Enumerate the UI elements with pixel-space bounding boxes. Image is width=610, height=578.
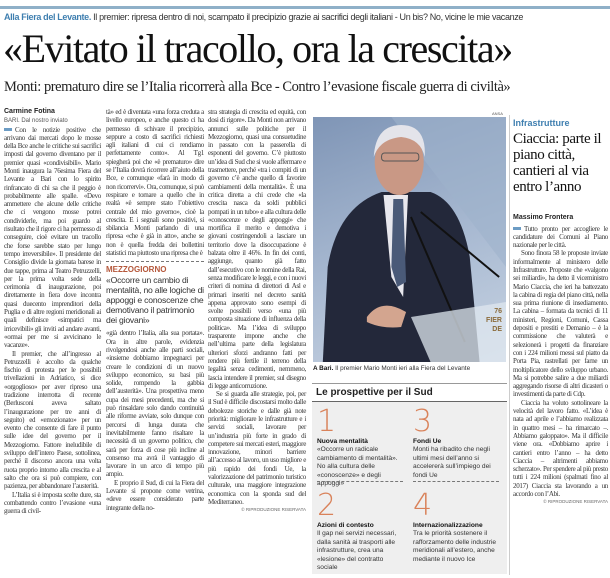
paragraph: stra strategia di crescita ed equità, con dosi di rigore». Da Monti non arrivano annunci sulle politiche per il Mezzogiorno, quasi una consuetudine in passato con la passerella di esponenti del governo. C’è piuttosto un’idea di Sud che si vuole affermare e trasmettere, perché «tra i compiti di un governo c’è anche quello di favorire cambiamenti della mentalità». È una critica diretta a chi crede che «la crescita nasca da soldi pubblici pompati in un tubo» e alla cultura delle «conoscenze e degli appoggi» che mortifica il merito e demotiva i giovani costringendoli a lasciare un territorio dove la disoccupazione è balzata oltre il 46%. In fin dei conti, aggiunge, quanto già fatto dall’esecutivo con le nomine della Rai, senza modificare le leggi, e con i nuovi criteri di nomina di direttori di Asl e primari inseriti nel decreto sanità appena approvato sono esempi di svolte possibili verso «una più composta situazione di influenza della politica». Ma l’idea di sviluppo trasparente impone anche che nell’ultima parte della legislatura ulteriori sforzi andranno fatti per rendere più fertile il terreno della legalità senza cedimenti, nemmeno, lascia intendere il premier, sul disegno di legge anticorruzione. (208, 108, 307, 390)
subtitle: Monti: prematuro dire se l’Italia ricorrerà alla Bce - Contro l’evasione fiscale guerra di civiltà» (4, 79, 511, 95)
item-text: «Occorre un radicale cambiamento di mentalità». No alla cultura delle «conoscenze» e degli appoggi» (317, 446, 398, 488)
item-title: Fondi Ue (413, 438, 442, 445)
item-number: 4 (413, 488, 433, 523)
item-number: 3 (413, 404, 433, 439)
podium-text (486, 307, 502, 334)
item-text: Il gap nei servizi necessari, dalla sanità ai trasporti alle infrastrutture, crea una «lesione» del contratto sociale (317, 530, 397, 572)
photo-caption (313, 365, 470, 372)
article-column-1 (4, 108, 101, 515)
item-number: 1 (317, 404, 337, 439)
side-copyright: © RIPRODUZIONE RISERVATA (543, 499, 608, 505)
kicker-label: Alla Fiera del Levante. (4, 12, 91, 22)
paragraph: E proprio il Sud, di cui la Fiera del Levante si propone come vetrina, «deve essere considerato parte integrante della no- (106, 478, 204, 512)
side-section-label: Infrastrutture (513, 118, 570, 128)
article-column-3 (208, 108, 306, 513)
paragraph: tà» ed è diventata «una forza creduta a livello europeo, e anche questo ci ha permesso di schivare il precipizio, seppure a costo di sacrifici richiesti agli italiani di cui ci rendiamo perfettamente conto». Al Tg1 spiegherà poi che «è prematuro» dire se l’Italia dovrà ricorrere all’aiuto della Bce, e comunque «farà in modo di non ricorrervi». Ora, comunque, si può respirare e tornare a quello che in realtà «è sempre stato l’obiettivo centrale del mio governo», cioè la crescita. E i segnali sono positivi, si sbilancia Monti parlando di una ripresa «che è già in atto», anche se non è quella fredda dei bollettini statistici ma piuttosto una ripresa che è (106, 108, 204, 258)
divider (413, 481, 499, 482)
copyright: © RIPRODUZIONE RISERVATA (241, 507, 306, 513)
lead-marker (513, 227, 521, 230)
speaker-illustration (313, 117, 506, 362)
paragraph: L’Italia si è imposta scelte dure, sta combattendo contro l’evasione «una guerra di civil- (4, 490, 101, 516)
kicker (4, 12, 608, 23)
caption-label: A Bari. (313, 365, 334, 372)
paragraph: «già dentro l’Italia, alla sua portata». Ora in altre parole, evidenzia rivolgendosi anche alle parti sociali, «insieme dobbiamo impegnarci per creare le condizioni di un nuovo sviluppo economico, su basi più solide, rompendo la gabbia dell’austerità». Una prospettiva meno cupa dei mesi precedenti, ma che si può rinsaldare solo dando continuità alle riforme avviate, solo dunque con percorsi di lunga durata che inevitabilmente fanno risaltare la necessità di un governo politico, che sarà per forza di cose più incline al consenso ma avrà il vantaggio di lavorare in un arco di tempo più ampio. (106, 329, 204, 479)
item-text: Tra le priorità sostenere il rafforzamento delle industrie meridionali all’estero, anche mediante il nuovo Ice (413, 530, 497, 563)
paragraph: Ciaccia ha voluto sottolineare la velocità del lavoro fatto. «L’idea è nata ad aprile e l’abbiamo realizzata in quattro mesi – ha rimarcato –. Abbiamo galoppato». Ma il difficile viene ora. «Dobbiamo aprire i cantieri entro l’anno – ha detto Ciaccia – altrimenti abbiamo scherzato». Per spendere al più presto tutti i 224 milioni (spalmati fino al 2017) Ciaccia sta lavorando a un accordo con l’Abi. (513, 398, 608, 498)
paragraph: Sono finora 58 le proposte inviate informalmente al ministero delle Infrastrutture. Proposte che «valgono sei miliardi», ha detto il viceministro Mario Ciaccia, che ieri ha battezzato la cabina di regia del piano città, nella sua prima riunione di insediamento. La cabina – formata da tecnici di 11 ministeri, Regioni, Comuni, Cassa depositi e prestiti e Demanio – è la commissione che valuterà e selezionerà i progetti da finanziare con i 224 milioni messi sul piatto da Porta Pia, rastrellati per farne un moltiplicatore dello sviluppo urbano. Ma si potrebbe salire a due miliardi aggregando risorse di altri dicasteri o investimenti da parte di Cdp. (513, 249, 608, 399)
paragraph: Il premier, che all’ingresso al Petruzzelli è accolto da qualche fischio di protesta per le possibili trivellazioni in Adriatico, si dice «orgoglioso» per aver ripreso una tradizione interrotta di recente (Berlusconi aveva saltato l’inaugurazione per tre anni di seguito) ed «emozionato» per un evento che consente di fare il punto sulle idee del governo per il Mezzogiorno. Fattore ineludibile di sviluppo dell’intero Paese, sottolinea, perché il discorso ancora una volta ruota proprio intorno alla crescita e al salto che ora si può compiere, con pazienza, per abbandonare l’austerità. (4, 349, 101, 491)
kicker-text: Il premier: ripresa dentro di noi, scampato il precipizio grazie ai sacrifici degli italiani - Un bis? No, vicine le mie vacanze (93, 12, 524, 22)
pull-quote: «Occorre un cambio di mentalità, no alle logiche di appoggi e conoscenze che demotivano il patrimonio dei giovani» (106, 275, 204, 326)
photo-credit: ANSA (492, 111, 503, 116)
column-divider (509, 115, 510, 575)
item-text: Monti ha ribadito che negli ultimi mesi dell’anno si accelererà sull’impiego dei fondi Ue (413, 446, 491, 479)
podium-line: FIER (486, 317, 502, 324)
paragraph: Se si guarda alle strategie, poi, per il Sud è difficile discostarsi molto dalle debolezze storiche e dalle già note priorità: migliorare le infrastrutture e i servizi sociali, lavorare per un’industria più forte in grado di competere sui mercati esteri, maggiore innovazione, minori barriere all’accesso al lavoro, un uso migliore e più rapido dei fondi Ue, la valorizzazione del patrimonio turistico culturale, una maggiore integrazione economica con la sponda sud del Mediterraneo. (208, 390, 306, 506)
pull-quote-label: MEZZOGIORNO (106, 265, 167, 275)
podium-line: 76 (494, 308, 502, 315)
headline: «Evitato il tracollo, ora la crescita» (3, 26, 512, 71)
side-headline: Ciaccia: parte il piano città, cantieri al via entro l’anno (513, 131, 602, 195)
infobox-item (413, 490, 501, 564)
paragraph: Tutto pronto per accogliere le candidature dei Comuni al Piano nazionale per le città. (513, 224, 608, 250)
author: Carmine Fotina (4, 108, 55, 115)
infobox-title: Le prospettive per il Sud (312, 384, 507, 402)
caption-text: Il premier Mario Monti ieri alla Fiera del Levante (335, 365, 471, 372)
item-title: Internazionalizzazione (413, 522, 483, 529)
dateline: BARI. Dal nostro inviato (4, 117, 68, 124)
photo-mario-monti (313, 117, 506, 362)
infobox-item (413, 406, 501, 480)
side-author: Massimo Frontera (513, 214, 574, 221)
infobox-prospettive (312, 383, 507, 574)
paragraph: Con le notizie positive che arrivano dai mercati dopo le mosse della Bce anche le critiche sui sacrifici imposti dal governo diventano per il premier quasi «condivisibili». Mario Monti inaugura la 76esima Fiera del Levante a Bari con lo spirito rinfrancato di chi sa che il peggio è probabilmente alle spalle. «Devo ammettere che alcune delle critiche che ci vengono mosse potrei condividerle, ma poi guardo al risultato che il rigore ci ha permesso di conseguire, cioè evitare un tracollo che forse sarebbe stato per lungo tempo irreversibile». Il presidente del Consiglio divide la giornata barese in due tappe, prima al Teatro Petruzzelli, per la prima volta sede della cerimonia di inaugurazione, poi direttamente in fiera dove incontra quasi duecento imprenditori della Puglia e di altre regioni meridionali ai quali definisce «simpatici ma irricevibili» gli inviti ad andare avanti, «ormai per me si avvicinano le vacanze». (4, 125, 101, 350)
article-column-2 (106, 108, 204, 512)
lead-marker (4, 128, 12, 131)
item-number: 2 (317, 488, 337, 523)
divider (317, 481, 403, 482)
divider (106, 261, 204, 262)
side-article-body (513, 214, 608, 505)
item-title: Azioni di contesto (317, 522, 374, 529)
podium-line: DE (492, 326, 502, 333)
item-title: Nuova mentalità (317, 438, 368, 445)
infobox-item (317, 490, 405, 572)
top-rule (0, 6, 610, 9)
infobox-item (317, 406, 405, 488)
